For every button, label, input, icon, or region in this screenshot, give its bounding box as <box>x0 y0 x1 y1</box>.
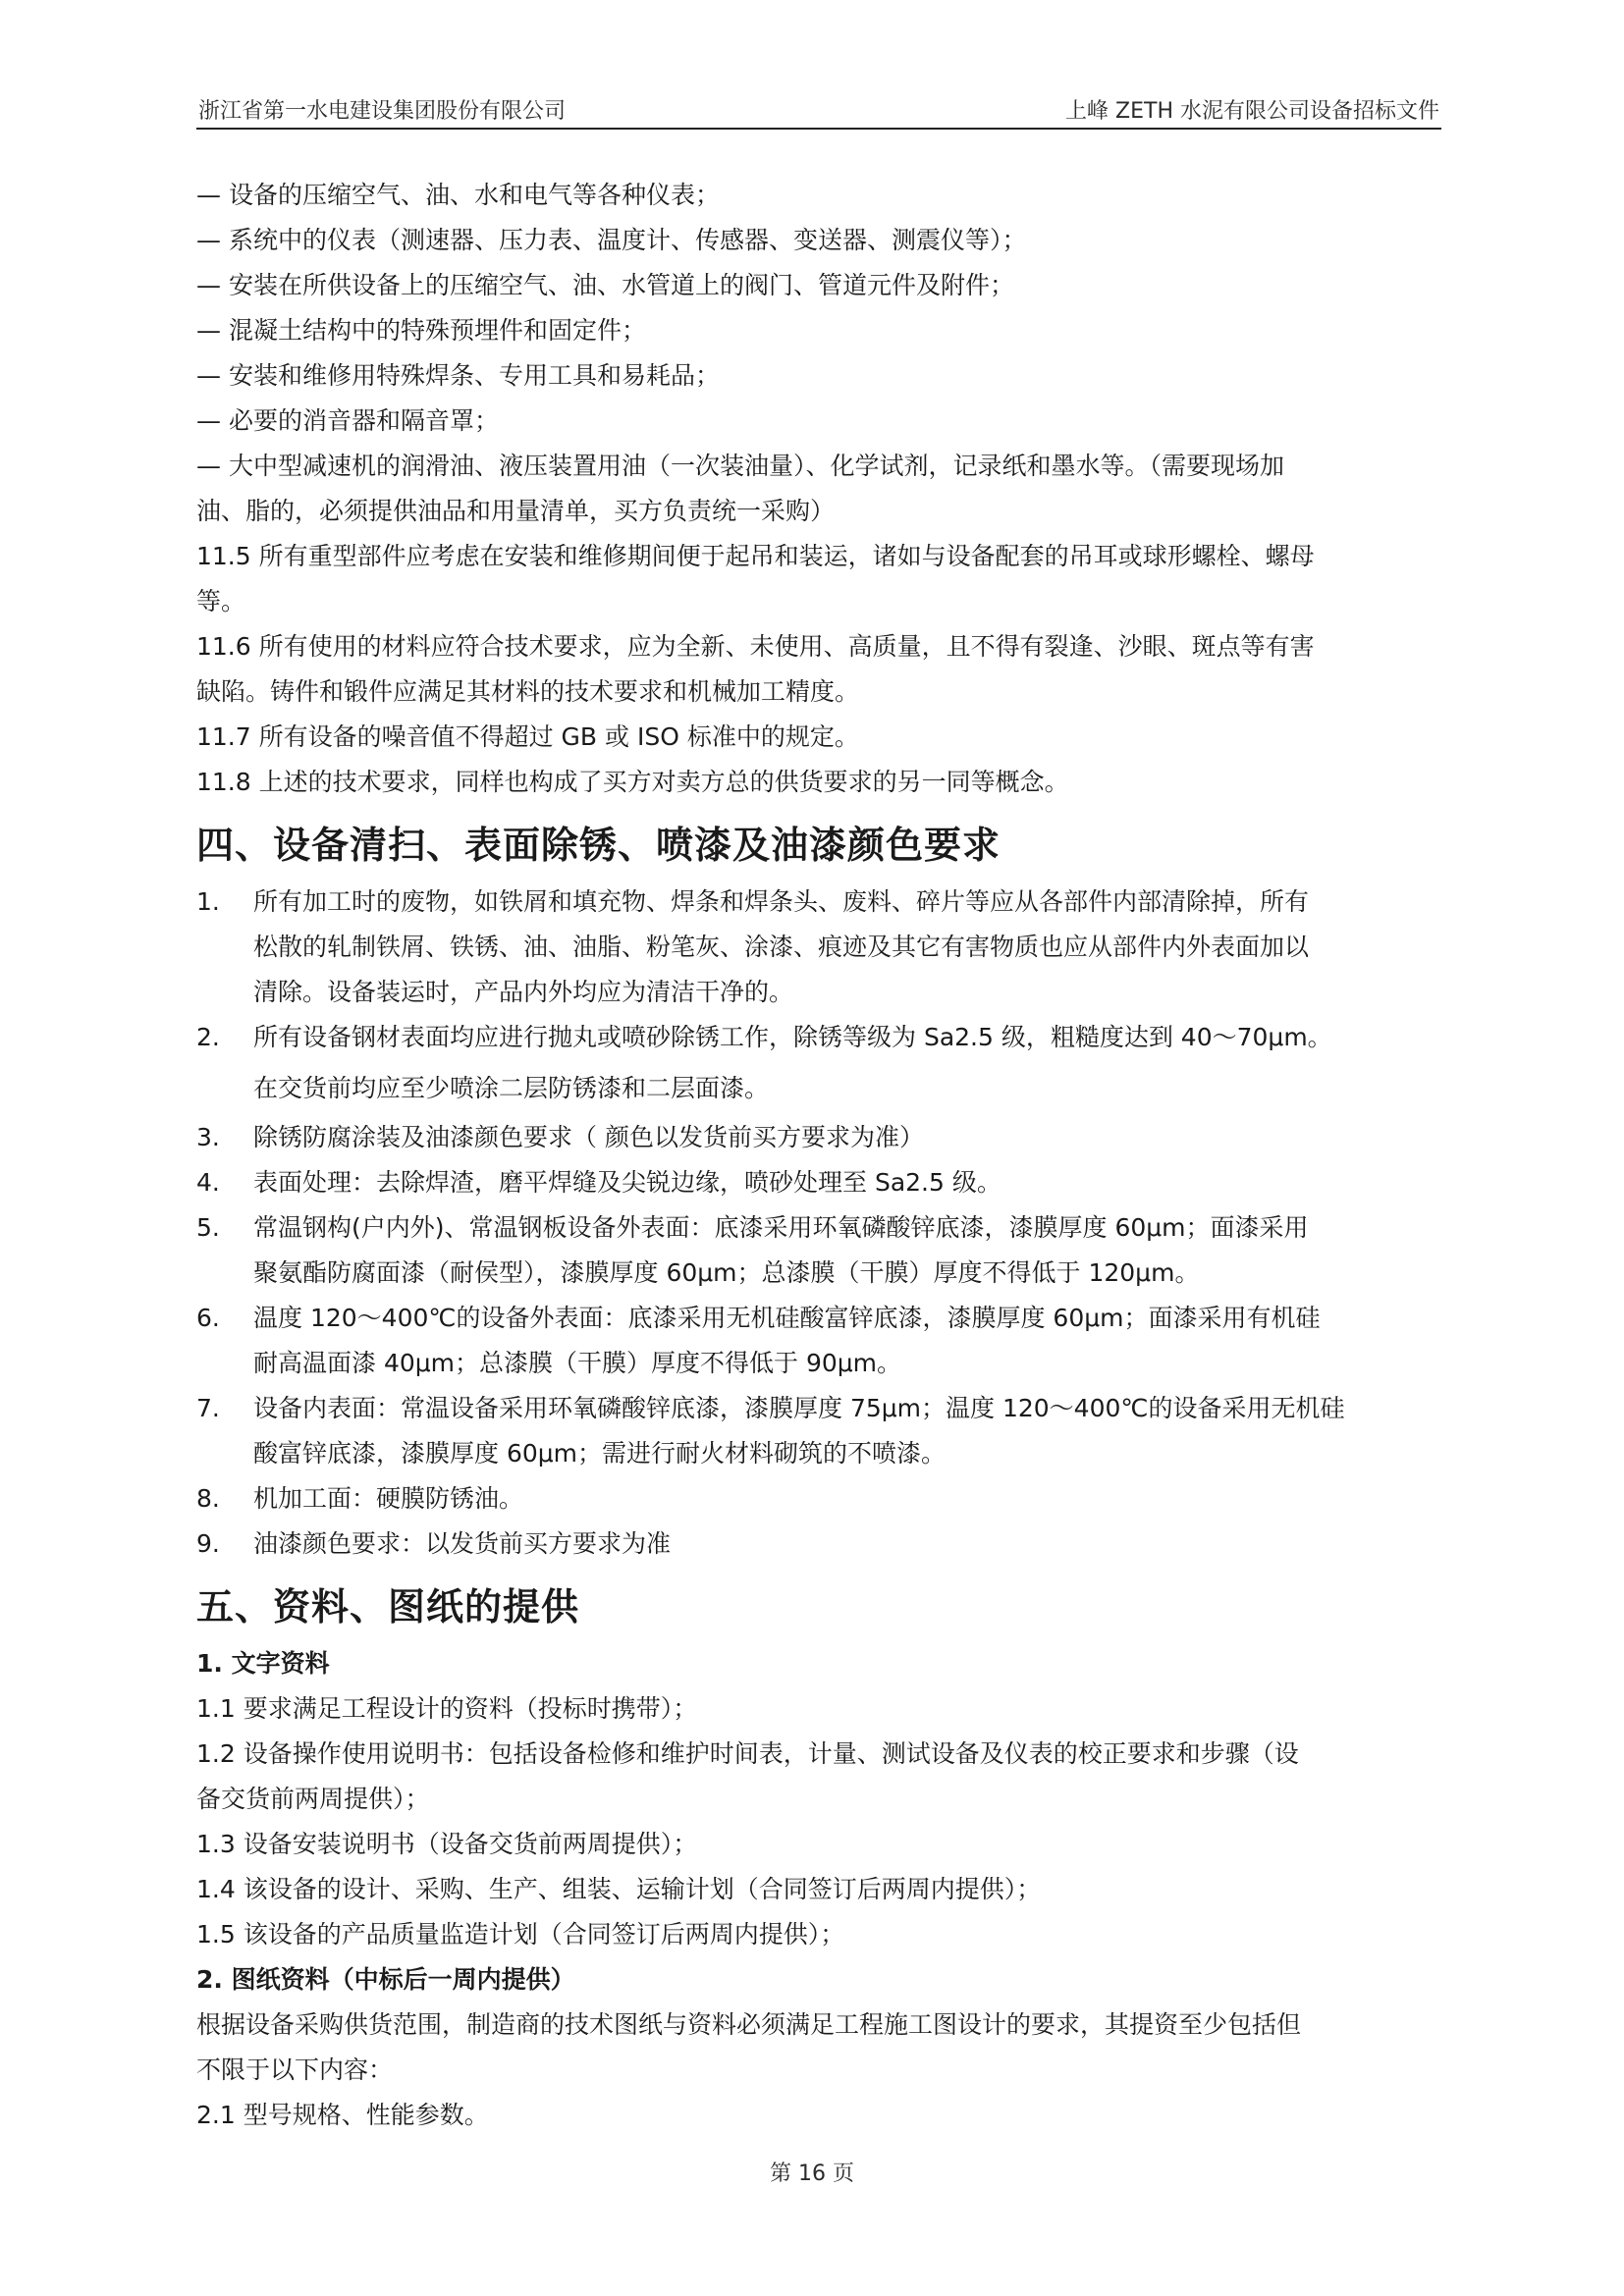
list-number: 9. <box>196 1529 220 1558</box>
subsection-title: 2. 图纸资料（中标后一周内提供） <box>196 1965 575 1994</box>
list-text: 表面处理：去除焊渣，磨平焊缝及尖锐边缘，喷砂处理至 Sa2.5 级。 <box>253 1168 1001 1197</box>
section-5-body <box>196 1641 1441 2138</box>
text-line: — 系统中的仪表（测速器、压力表、温度计、传感器、变送器、测震仪等）； <box>196 226 1027 254</box>
list-text: 设备内表面：常温设备采用环氧磷酸锌底漆，漆膜厚度 75μm；温度 120～400℃的设备采用无机硅 <box>253 1394 1345 1422</box>
page-header <box>196 92 1441 130</box>
list-text: 清除。设备装运时，产品内外均应为清洁干净的。 <box>253 978 794 1006</box>
text-line: — 安装和维修用特殊焊条、专用工具和易耗品； <box>196 361 720 390</box>
list-item <box>196 1160 1441 1205</box>
list-text: 常温钢构(户内外)、常温钢板设备外表面：底漆采用环氧磷酸锌底漆，漆膜厚度 60μm；面漆采用 <box>253 1213 1309 1242</box>
list-number: 1. <box>196 887 220 916</box>
list-text: 耐高温面漆 40μm；总漆膜（干膜）厚度不得低于 90μm。 <box>253 1349 902 1377</box>
list-number: 2. <box>196 1023 220 1051</box>
text-line: 2.1 型号规格、性能参数。 <box>196 2101 489 2129</box>
section-4-list <box>196 880 1441 1567</box>
list-item <box>196 1476 1441 1522</box>
text-line: 油、脂的，必须提供油品和用量清单，买方负责统一采购） <box>196 497 836 525</box>
text-line: 1.3 设备安装说明书（设备交货前两周提供）； <box>196 1830 698 1858</box>
text-line: — 必要的消音器和隔音罩； <box>196 406 499 435</box>
list-number: 8. <box>196 1484 220 1513</box>
list-text: 所有设备钢材表面均应进行抛丸或喷砂除锈工作，除锈等级为 Sa2.5 级，粗糙度达到 40～70μm。 <box>253 1023 1332 1051</box>
list-text: 所有加工时的废物，如铁屑和填充物、焊条和焊条头、废料、碎片等应从各部件内部清除掉，所有 <box>253 887 1310 916</box>
text-line: — 大中型减速机的润滑油、液压装置用油（一次装油量）、化学试剂，记录纸和墨水等。（需要现场加 <box>196 452 1284 480</box>
section-4-heading: 四、设备清扫、表面除锈、喷漆及油漆颜色要求 <box>196 824 1001 867</box>
text-line: 备交货前两周提供）； <box>196 1785 430 1813</box>
list-number: 6. <box>196 1304 220 1332</box>
list-number: 3. <box>196 1123 220 1151</box>
text-line: — 混凝土结构中的特殊预埋件和固定件； <box>196 316 646 345</box>
list-text: 聚氨酯防腐面漆（耐侯型），漆膜厚度 60μm；总漆膜（干膜）厚度不得低于 120μm。 <box>253 1258 1200 1287</box>
list-text: 机加工面：硬膜防锈油。 <box>253 1484 524 1513</box>
text-line: 不限于以下内容： <box>196 2056 394 2084</box>
text-line: 11.5 所有重型部件应考虑在安装和维修期间便于起吊和装运，诸如与设备配套的吊耳或球形螺栓、螺母 <box>196 542 1315 570</box>
list-text: 松散的轧制铁屑、铁锈、油、油脂、粉笔灰、涂漆、痕迹及其它有害物质也应从部件内外表面加以 <box>253 933 1310 961</box>
list-item <box>196 1386 1441 1476</box>
list-text: 温度 120～400℃的设备外表面：底漆采用无机硅酸富锌底漆，漆膜厚度 60μm；面漆采用有机硅 <box>253 1304 1321 1332</box>
text-line: 等。 <box>196 587 246 615</box>
header-document-title: 上峰 ZETH 水泥有限公司设备招标文件 <box>1065 99 1439 124</box>
header-company: 浙江省第一水电建设集团股份有限公司 <box>198 99 567 124</box>
text-line: 1.5 该设备的产品质量监造计划（合同签订后两周内提供）； <box>196 1920 845 1949</box>
text-line: 根据设备采购供货范围，制造商的技术图纸与资料必须满足工程施工图设计的要求，其提资至少包括但 <box>196 2010 1302 2039</box>
list-item <box>196 1296 1441 1386</box>
list-item <box>196 1205 1441 1296</box>
list-number: 4. <box>196 1168 220 1197</box>
page-number: 第 16 页 <box>770 2162 854 2186</box>
page-content <box>196 173 1441 2138</box>
list-item <box>196 1115 1441 1160</box>
list-text: 酸富锌底漆，漆膜厚度 60μm；需进行耐火材料砌筑的不喷漆。 <box>253 1439 947 1468</box>
text-line: 11.6 所有使用的材料应符合技术要求，应为全新、未使用、高质量，且不得有裂逢、沙眼、斑点等有害 <box>196 632 1315 661</box>
text-line: 11.7 所有设备的噪音值不得超过 GB 或 ISO 标准中的规定。 <box>196 722 859 751</box>
list-text: 油漆颜色要求：以发货前买方要求为准 <box>253 1529 672 1558</box>
section-5-heading: 五、资料、图纸的提供 <box>196 1585 580 1629</box>
text-line: 1.1 要求满足工程设计的资料（投标时携带）； <box>196 1694 698 1723</box>
list-item <box>196 1015 1441 1060</box>
list-item <box>196 1522 1441 1567</box>
text-line: — 安装在所供设备上的压缩空气、油、水管道上的阀门、管道元件及附件； <box>196 271 1014 299</box>
text-line: 1.2 设备操作使用说明书：包括设备检修和维护时间表，计量、测试设备及仪表的校正要求和步骤（设 <box>196 1739 1299 1768</box>
text-line: — 设备的压缩空气、油、水和电气等各种仪表； <box>196 181 720 209</box>
text-line: 1.4 该设备的设计、采购、生产、组装、运输计划（合同签订后两周内提供）； <box>196 1875 1042 1903</box>
list-text: 除锈防腐涂装及油漆颜色要求（ 颜色以发货前买方要求为准） <box>253 1123 924 1151</box>
list-continuation: 在交货前均应至少喷涂二层防锈漆和二层面漆。 <box>253 1074 770 1102</box>
list-item <box>196 880 1441 1015</box>
top-text-block <box>196 173 1441 805</box>
list-number: 7. <box>196 1394 220 1422</box>
subsection-title: 1. 文字资料 <box>196 1649 330 1678</box>
list-number: 5. <box>196 1213 220 1242</box>
text-line: 缺陷。铸件和锻件应满足其材料的技术要求和机械加工精度。 <box>196 677 860 706</box>
text-line: 11.8 上述的技术要求，同样也构成了买方对卖方总的供货要求的另一同等概念。 <box>196 768 1069 796</box>
